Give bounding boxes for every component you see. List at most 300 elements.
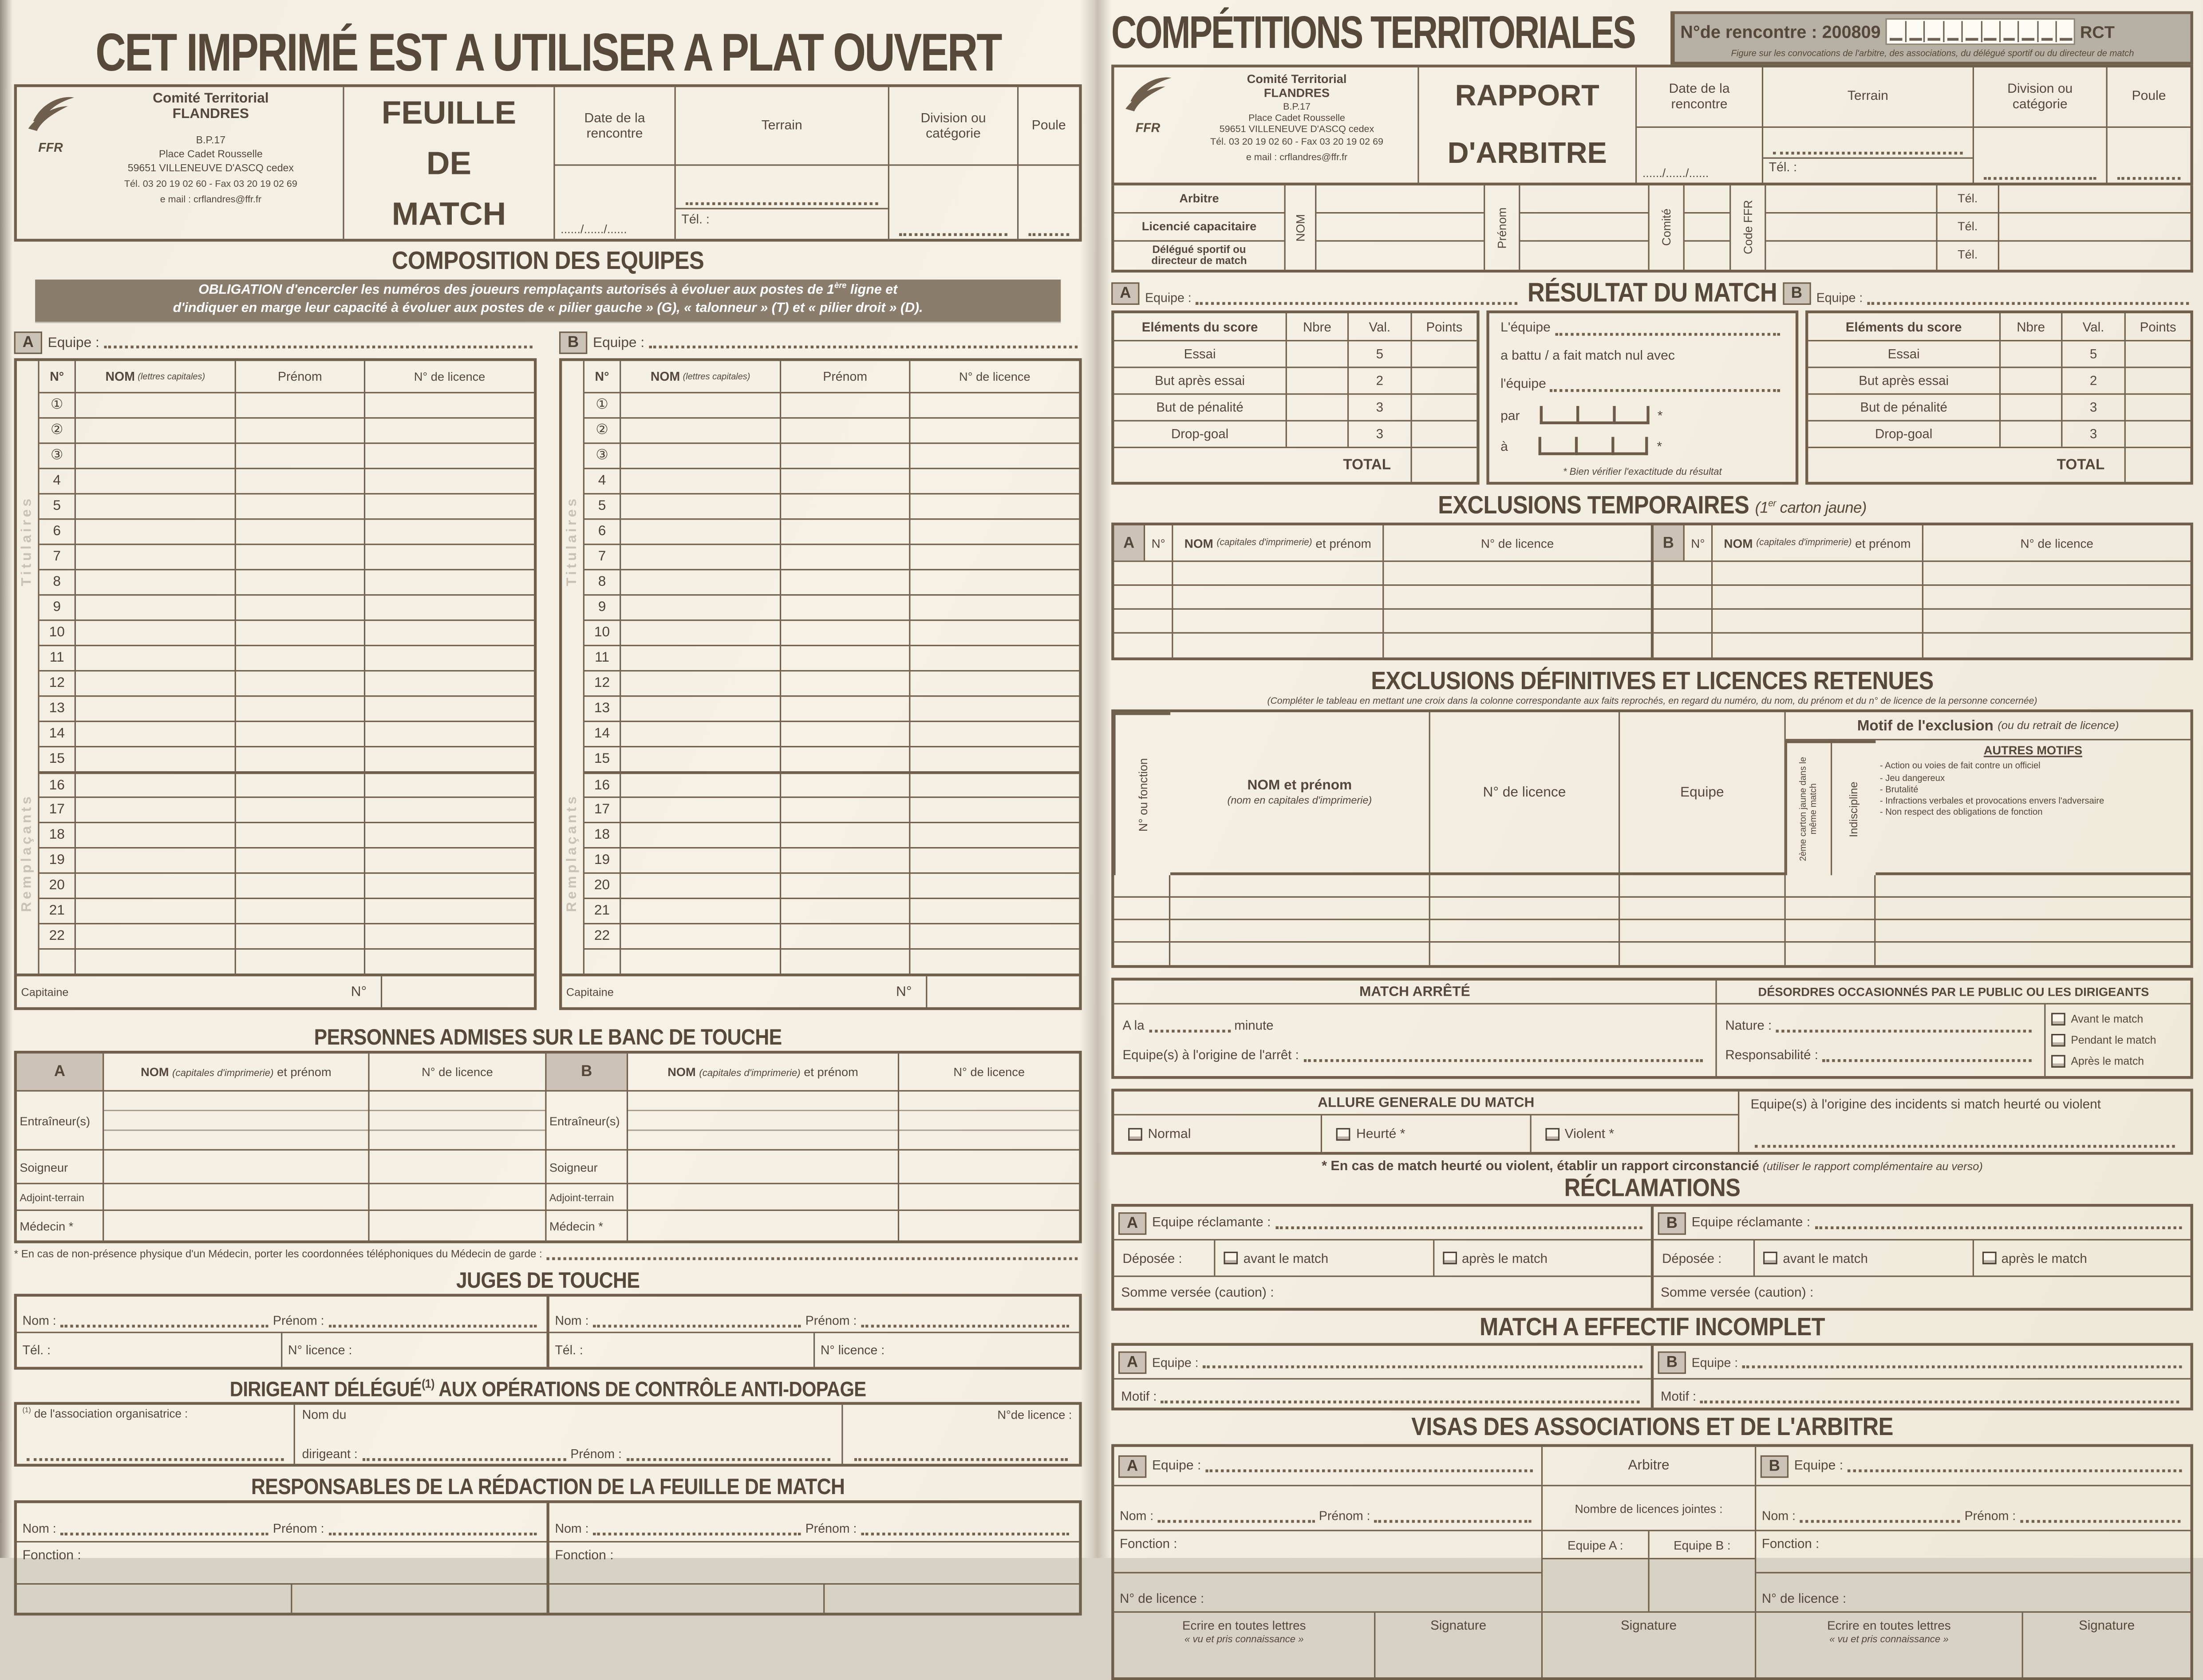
val-cell: 2 bbox=[2062, 368, 2125, 393]
antidoping-table: $^{(1)}$ de l'association organisatrice : Nom du dirigeant : Prénom : N°de licence : bbox=[14, 1403, 1082, 1467]
arbitre-col: Arbitre bbox=[1543, 1447, 1756, 1485]
licence-cell bbox=[365, 798, 534, 822]
player-row bbox=[584, 872, 1079, 898]
player-row bbox=[584, 797, 1079, 822]
terrain-tel: Tél. : bbox=[1763, 158, 1973, 183]
licence-cell bbox=[910, 595, 1079, 619]
player-row bbox=[584, 822, 1079, 847]
signature-b: Signature bbox=[2079, 1618, 2135, 1633]
team-a-badge: A bbox=[1118, 1212, 1146, 1234]
dotted-entry-line bbox=[1275, 1217, 1642, 1228]
redaction-title: RESPONSABLES DE LA RÉDACTION DE LA FEUILLE DE MATCH bbox=[251, 1474, 845, 1500]
col-comite: Comité bbox=[1659, 209, 1674, 246]
terrain-entry bbox=[676, 166, 888, 208]
match-stopped: MATCH ARRÊTÉ A la minute Equipe(s) à l'origine de l'arrêt : bbox=[1114, 981, 1717, 1076]
score-row bbox=[1808, 341, 2190, 368]
team-b-badge: B bbox=[1761, 1455, 1788, 1477]
dotted-entry-line bbox=[1196, 294, 1518, 305]
player-row bbox=[39, 923, 534, 948]
licence-cell bbox=[910, 722, 1079, 746]
score-row bbox=[1114, 422, 1477, 448]
motif-header: Motif de l'exclusion (ou du retrait de licence) bbox=[1786, 712, 2191, 740]
licence-cell bbox=[910, 469, 1079, 493]
player-number: 10 bbox=[584, 621, 621, 645]
org-address: Comité Territorial FLANDRES B.P.17 Place Cadet Rousselle 59651 VILLENEUVE D'ASCQ cedex Tél. 03 20 19 02 60 - Fax 03 20 19 02 69 e mail : crflandres@ffr.fr bbox=[1210, 71, 1384, 163]
role-label: Entraîneur(s) bbox=[17, 1090, 104, 1149]
claims-title: RÉCLAMATIONS bbox=[1564, 1175, 1741, 1203]
claims-a: A Equipe réclamante : Déposée : avant le match après le match Somme versée (caution) : bbox=[1114, 1207, 1650, 1308]
temp-exclusions-b: B N° NOM (capitales d'imprimerie) et prénom N° de licence bbox=[1651, 525, 2191, 658]
dotted-entry-line bbox=[593, 1317, 801, 1328]
result-title: RÉSULTAT DU MATCH bbox=[1527, 278, 1777, 308]
col-poule: Poule bbox=[1017, 87, 1079, 239]
name-cell bbox=[76, 520, 236, 544]
name-cell bbox=[621, 571, 781, 595]
team-b-badge: B bbox=[1658, 1212, 1686, 1234]
team-b-badge: B bbox=[1783, 282, 1811, 305]
dotted-entry-line bbox=[1161, 1392, 1640, 1403]
name-cell bbox=[76, 722, 236, 746]
points-cell bbox=[2126, 422, 2191, 447]
terrain-tel: Tél. : bbox=[676, 208, 888, 239]
score-row bbox=[1114, 341, 1477, 368]
licence-cell bbox=[365, 520, 534, 544]
player-row bbox=[39, 417, 534, 442]
player-number: 11 bbox=[39, 646, 76, 670]
name-cell bbox=[621, 394, 781, 418]
player-number: 5 bbox=[584, 495, 621, 519]
score-table-b: Eléments du score Nbre Val. Points Essai 5 But après essai 2 But de pénalité 3 Drop-goal 3 TOTAL bbox=[1805, 311, 2193, 485]
points-cell bbox=[2126, 341, 2191, 367]
player-row bbox=[584, 392, 1079, 417]
verify-note: * Bien vérifier l'exactitude du résultat bbox=[1563, 468, 1722, 478]
player-row bbox=[39, 645, 534, 670]
dotted-entry-line bbox=[1867, 294, 2189, 305]
dotted-entry-line bbox=[1848, 1460, 2182, 1471]
redaction-a: Nom : Prénom : Fonction : bbox=[17, 1504, 547, 1613]
player-number: 22 bbox=[39, 924, 76, 948]
judge-1: Nom : Prénom : Tél. : N° licence : bbox=[17, 1297, 547, 1367]
spare-row bbox=[39, 948, 534, 974]
visas-title: VISAS DES ASSOCIATIONS ET DE L'ARBITRE bbox=[1411, 1414, 1893, 1441]
col-equipe: Equipe bbox=[1620, 712, 1786, 875]
col-date: Date de la rencontre ....../....../...... bbox=[553, 87, 674, 239]
tel-label: Tél. bbox=[1938, 213, 1998, 241]
firstname-cell bbox=[781, 545, 910, 569]
match-number-note: Figure sur les convocations de l'arbitre, des associations, du délégué sportif ou du directeur de match bbox=[1731, 49, 2134, 59]
licence-cell bbox=[365, 671, 534, 695]
firstname-cell bbox=[781, 823, 910, 847]
terrain-entry bbox=[1763, 127, 1973, 158]
dotted-entry-line bbox=[1815, 1217, 2182, 1228]
firstname-cell bbox=[781, 646, 910, 670]
player-row bbox=[39, 468, 534, 493]
licence-cell bbox=[365, 747, 534, 771]
name-cell bbox=[76, 798, 236, 822]
team-b-players bbox=[584, 392, 1079, 948]
licence-cell bbox=[365, 924, 534, 948]
signature-arbitre: Signature bbox=[1543, 1613, 1756, 1677]
tel-label: Tél. bbox=[1938, 185, 1998, 213]
name-cell bbox=[621, 848, 781, 872]
name-cell bbox=[76, 899, 236, 923]
score-element: But après essai bbox=[1808, 368, 2001, 393]
header-table bbox=[1111, 65, 2193, 185]
name-cell bbox=[621, 697, 781, 721]
handwritten-ack-b: Ecrire en toutes lettres « vu et pris connaissance » bbox=[1756, 1613, 2023, 1677]
firstname-cell bbox=[236, 469, 365, 493]
val-cell: 3 bbox=[1349, 422, 1412, 447]
dotted-entry-line bbox=[2117, 169, 2180, 180]
licence-cell bbox=[910, 899, 1079, 923]
captain-row: Capitaine N° bbox=[562, 974, 1079, 1007]
team-b-table bbox=[559, 358, 1082, 1010]
org-addr3: 59651 VILLENEUVE D'ASCQ cedex bbox=[127, 162, 294, 174]
org-tel: Tél. 03 20 19 02 60 - Fax 03 20 19 02 69 bbox=[124, 180, 297, 190]
checkbox-avant bbox=[1224, 1252, 1238, 1264]
org-addr1: B.P.17 bbox=[196, 133, 226, 146]
licence-cell bbox=[365, 621, 534, 645]
team-b-name-row: B Equipe : bbox=[559, 329, 1082, 357]
licence-cell bbox=[365, 394, 534, 418]
licence-cell bbox=[910, 924, 1079, 948]
player-number: 11 bbox=[584, 646, 621, 670]
player-row bbox=[39, 442, 534, 468]
match-number-cells bbox=[1885, 18, 2076, 45]
competitions-title: COMPÉTITIONS TERRITORIALES bbox=[1111, 6, 1635, 59]
player-number: 4 bbox=[584, 469, 621, 493]
dotted-entry-line bbox=[899, 225, 1007, 236]
dotted-entry-line bbox=[1742, 1357, 2182, 1368]
firstname-cell bbox=[781, 774, 910, 797]
licence-cell bbox=[365, 848, 534, 872]
autre-motif-item: - Infractions verbales et provocations envers l'adversaire bbox=[1879, 797, 2104, 807]
player-number: 12 bbox=[584, 671, 621, 695]
player-row bbox=[39, 872, 534, 898]
name-cell bbox=[76, 419, 236, 443]
bench-a-badge: A bbox=[17, 1054, 104, 1090]
val-cell: 5 bbox=[2062, 341, 2125, 367]
date-entry: ....../....../...... bbox=[1642, 166, 1709, 180]
name-cell bbox=[621, 823, 781, 847]
bench-table: A NOM (capitales d'imprimerie) et prénom N° de licence B NOM (capitales d'imprimerie) et prénom N° de licence Entraîneur(s) Entraîneur(s) Soigneur Soigneur Adjoint-terrain Adjoint-terrain Médecin * Médecin * bbox=[14, 1051, 1082, 1243]
col-division: Division ou catégorie bbox=[888, 87, 1017, 239]
licence-cell bbox=[910, 495, 1079, 519]
team-a-badge: A bbox=[1118, 1455, 1146, 1477]
licence-cell bbox=[365, 823, 534, 847]
licence-cell bbox=[910, 671, 1079, 695]
player-number: 18 bbox=[584, 823, 621, 847]
player-row bbox=[39, 822, 534, 847]
player-row bbox=[39, 797, 534, 822]
dotted-entry-line bbox=[861, 1317, 1069, 1328]
player-row bbox=[584, 544, 1079, 569]
name-cell bbox=[76, 394, 236, 418]
firstname-cell bbox=[781, 595, 910, 619]
temporary-exclusions-table bbox=[1111, 523, 2193, 660]
team-b-badge: B bbox=[1658, 1351, 1686, 1373]
official-row-arbitre: Arbitre bbox=[1114, 185, 1284, 213]
name-cell bbox=[76, 924, 236, 948]
doctor-footnote: * En cas de non-présence physique d'un Médecin, porter les coordonnées téléphoniques du Médecin de garde : bbox=[14, 1247, 1082, 1260]
firstname-cell bbox=[781, 621, 910, 645]
licence-cell bbox=[365, 722, 534, 746]
licence-cell bbox=[365, 495, 534, 519]
dotted-entry-line bbox=[861, 1525, 1069, 1536]
disorders: DÉSORDRES OCCASIONNÉS PAR LE PUBLIC OU LES DIRIGEANTS Nature : Responsabilité : Avant le match Pendant le match Après le match bbox=[1717, 981, 2190, 1076]
player-number: 22 bbox=[584, 924, 621, 948]
firstname-cell bbox=[236, 571, 365, 595]
score-row bbox=[1808, 368, 2190, 394]
licence-cell bbox=[365, 646, 534, 670]
player-number: 8 bbox=[39, 571, 76, 595]
player-number: 6 bbox=[584, 520, 621, 544]
dotted-entry-line bbox=[1550, 381, 1780, 392]
firstname-cell bbox=[781, 520, 910, 544]
officials-table bbox=[1111, 185, 2193, 272]
player-number: 16 bbox=[584, 774, 621, 797]
org-name-line1: Comité Territorial bbox=[153, 91, 269, 107]
player-number: 13 bbox=[584, 697, 621, 721]
player-number: 17 bbox=[39, 798, 76, 822]
player-row bbox=[584, 695, 1079, 721]
redaction-b: Nom : Prénom : Fonction : bbox=[546, 1504, 1079, 1613]
dotted-entry-line bbox=[1374, 1511, 1532, 1522]
checkbox-avant bbox=[1763, 1252, 1777, 1264]
dotted-entry-line bbox=[1984, 169, 2096, 180]
firstname-cell bbox=[781, 469, 910, 493]
dotted-entry-line bbox=[1303, 1051, 1702, 1062]
points-cell bbox=[1412, 395, 1477, 420]
division-entry bbox=[1974, 127, 2106, 183]
firstname-cell bbox=[781, 899, 910, 923]
player-row bbox=[39, 594, 534, 619]
points-cell bbox=[1412, 368, 1477, 393]
antidoping-title: DIRIGEANT DÉLÉGUÉ$^{(1)}$ AUX OPÉRATIONS DE CONTRÔLE ANTI-DOPAGE bbox=[229, 1376, 866, 1401]
firstname-cell bbox=[236, 671, 365, 695]
team-rosters bbox=[14, 329, 1082, 1010]
definitive-exclusions-note: (Compléter le tableau en mettant une croix dans la colonne correspondante aux faits reprochés, en regard du numéro, du nom, du prénom et du n° de licence de la personne concernée) bbox=[1267, 697, 2037, 707]
player-row bbox=[39, 721, 534, 746]
incomplete-a: A Equipe : Motif : bbox=[1114, 1346, 1650, 1408]
dotted-entry-line bbox=[103, 337, 533, 348]
dotted-entry-line bbox=[626, 1451, 830, 1462]
temp-exclusions-a: A N° NOM (capitales d'imprimerie) et prénom N° de licence bbox=[1114, 525, 1650, 658]
result-area bbox=[1111, 311, 2193, 485]
firstname-cell bbox=[236, 646, 365, 670]
checkbox-violent bbox=[1545, 1128, 1559, 1140]
autre-motif-item: - Action ou voies de fait contre un officiel bbox=[1879, 761, 2041, 772]
judge-2: Nom : Prénom : Tél. : N° licence : bbox=[546, 1297, 1079, 1367]
page-fold bbox=[1081, 0, 1112, 1558]
name-cell bbox=[76, 848, 236, 872]
player-number: 6 bbox=[39, 520, 76, 544]
score-element: Drop-goal bbox=[1114, 422, 1287, 447]
col-division: Division ou catégorie bbox=[1973, 67, 2106, 183]
firstname-cell bbox=[781, 798, 910, 822]
player-row bbox=[584, 670, 1079, 695]
score-element: Essai bbox=[1808, 341, 2001, 367]
player-number: 5 bbox=[39, 495, 76, 519]
licence-cell bbox=[910, 621, 1079, 645]
dotted-entry-line bbox=[1205, 1460, 1533, 1471]
obligation-banner: OBLIGATION d'encercler les numéros des joueurs remplaçants autorisés à évoluer aux postes de 1ère ligne et d'indiquer en marge leur capacité à évoluer aux postes de « pilier gauche » (G), « talonneur » (T) et « pilier droit » (D). bbox=[36, 280, 1061, 322]
player-row bbox=[39, 544, 534, 569]
team-a-name-row: A Equipe : bbox=[14, 329, 537, 357]
dotted-entry-line bbox=[1755, 1136, 2175, 1148]
nbre-cell bbox=[1287, 341, 1349, 367]
touch-judges-table bbox=[14, 1294, 1082, 1370]
col-code-ffr: Code FFR bbox=[1741, 200, 1755, 255]
dotted-entry-line bbox=[60, 1317, 268, 1328]
firstname-cell bbox=[236, 495, 365, 519]
autre-motif-item: - Jeu dangereux bbox=[1879, 773, 1945, 783]
player-number: 4 bbox=[39, 469, 76, 493]
official-row-capacitaire: Licencié capacitaire bbox=[1114, 213, 1284, 241]
handwritten-ack-a: Ecrire en toutes lettres « vu et pris connaissance » bbox=[1114, 1613, 1375, 1677]
autre-motif-item: - Non respect des obligations de fonction bbox=[1879, 808, 2043, 819]
name-cell bbox=[76, 495, 236, 519]
firstname-cell bbox=[781, 697, 910, 721]
licence-cell bbox=[910, 520, 1079, 544]
role-label: Adjoint-terrain bbox=[546, 1183, 628, 1210]
player-number: 14 bbox=[39, 722, 76, 746]
score-element: But de pénalité bbox=[1808, 395, 2001, 420]
checkbox-pendant-match bbox=[2051, 1034, 2065, 1046]
total-label: TOTAL bbox=[1808, 448, 2125, 482]
player-row bbox=[39, 518, 534, 544]
licence-cell bbox=[365, 697, 534, 721]
team-b-block bbox=[559, 329, 1082, 1010]
firstname-cell bbox=[236, 520, 365, 544]
licence-cell bbox=[910, 571, 1079, 595]
form-title: FEUILLE DE MATCH bbox=[343, 87, 553, 239]
claims-b: B Equipe réclamante : Déposée : avant le match après le match Somme versée (caution) : bbox=[1651, 1207, 2191, 1308]
poule-entry bbox=[1019, 166, 1079, 239]
firstname-cell bbox=[236, 621, 365, 645]
col-indiscipline: Indiscipline bbox=[1831, 740, 1875, 875]
player-row bbox=[584, 721, 1079, 746]
dotted-entry-line bbox=[649, 337, 1078, 348]
starters-label: Titulaires bbox=[565, 496, 580, 587]
name-cell bbox=[621, 924, 781, 948]
name-cell bbox=[76, 595, 236, 619]
licence-cell bbox=[910, 774, 1079, 797]
firstname-cell bbox=[781, 722, 910, 746]
scan-edge-shadow bbox=[0, 0, 12, 1558]
org-name-line2: FLANDRES bbox=[172, 106, 249, 122]
nbre-cell bbox=[1287, 395, 1349, 420]
player-number: ① bbox=[39, 394, 76, 418]
name-cell bbox=[621, 874, 781, 898]
player-row bbox=[584, 442, 1079, 468]
dotted-entry-line bbox=[1776, 1021, 2032, 1032]
substitutes-label: Remplaçants bbox=[565, 793, 580, 912]
team-a-badge: A bbox=[1111, 282, 1139, 305]
col-autres-motifs: AUTRES MOTIFS - Action ou voies de fait contre un officiel - Jeu dangereux - Brutalité - Infractions verbales et provocations envers l'adversaire - Non respect des obligations de fonction bbox=[1875, 740, 2190, 875]
licence-cell bbox=[365, 571, 534, 595]
player-number: ③ bbox=[39, 444, 76, 468]
firstname-cell bbox=[781, 671, 910, 695]
name-cell bbox=[76, 774, 236, 797]
name-cell bbox=[621, 621, 781, 645]
val-cell: 5 bbox=[1349, 341, 1412, 367]
form-title: RAPPORT D'ARBITRE bbox=[1417, 67, 1635, 183]
page-feuille-de-match bbox=[14, 0, 1082, 1564]
ffr-logo bbox=[1117, 71, 1179, 134]
team-a-header: N° NOM (lettres capitales) Prénom N° de licence bbox=[39, 361, 534, 392]
licence-cell bbox=[365, 419, 534, 443]
nbre-cell bbox=[2001, 341, 2062, 367]
dotted-entry-line bbox=[686, 194, 878, 205]
name-cell bbox=[76, 545, 236, 569]
firstname-cell bbox=[236, 823, 365, 847]
result-title-row: A Equipe : RÉSULTAT DU MATCH B Equipe : bbox=[1111, 280, 2193, 308]
org-address bbox=[82, 91, 340, 205]
name-cell bbox=[76, 823, 236, 847]
player-number: 9 bbox=[584, 595, 621, 619]
player-number: ② bbox=[584, 419, 621, 443]
name-cell bbox=[621, 595, 781, 619]
name-cell bbox=[621, 520, 781, 544]
team-b-header: N° NOM (lettres capitales) Prénom N° de licence bbox=[584, 361, 1079, 392]
points-cell bbox=[1412, 341, 1477, 367]
dotted-entry-line bbox=[1028, 225, 1069, 236]
player-row bbox=[584, 619, 1079, 645]
dotted-entry-line bbox=[1158, 1511, 1315, 1522]
role-label: Adjoint-terrain bbox=[17, 1183, 104, 1210]
firstname-cell bbox=[781, 419, 910, 443]
player-row bbox=[584, 493, 1079, 518]
licence-cell bbox=[910, 823, 1079, 847]
org-block bbox=[1114, 67, 1417, 183]
claims-table bbox=[1111, 1204, 2193, 1311]
dotted-entry-line bbox=[1149, 1021, 1230, 1032]
match-stopped-section bbox=[1111, 978, 2193, 1079]
name-cell bbox=[76, 747, 236, 771]
licences-jointes: Nombre de licences jointes : bbox=[1543, 1486, 1756, 1530]
player-row bbox=[39, 847, 534, 872]
player-row bbox=[39, 771, 534, 797]
col-licence: N° de licence bbox=[1430, 712, 1620, 875]
nbre-cell bbox=[2001, 422, 2062, 447]
licence-cell bbox=[365, 469, 534, 493]
name-cell bbox=[76, 621, 236, 645]
team-a-badge: A bbox=[1118, 1351, 1146, 1373]
score-table-a: Eléments du score Nbre Val. Points Essai 5 But après essai 2 But de pénalité 3 Drop-goal 3 TOTAL bbox=[1111, 311, 1479, 485]
player-row bbox=[39, 493, 534, 518]
firstname-cell bbox=[781, 747, 910, 771]
licence-cell bbox=[365, 545, 534, 569]
captain-row: Capitaine N° bbox=[17, 974, 534, 1007]
player-number: 14 bbox=[584, 722, 621, 746]
incomplete-squad-table bbox=[1111, 1343, 2193, 1411]
name-cell bbox=[621, 419, 781, 443]
player-row bbox=[584, 417, 1079, 442]
dotted-entry-line bbox=[1555, 324, 1780, 335]
firstname-cell bbox=[781, 495, 910, 519]
checkbox-apres-match bbox=[2051, 1055, 2065, 1068]
dotted-entry-line bbox=[27, 1451, 284, 1462]
checkbox-heurte bbox=[1337, 1128, 1351, 1140]
team-a-badge: A bbox=[14, 331, 42, 354]
dotted-entry-line bbox=[1822, 1051, 2031, 1062]
rct-label: RCT bbox=[2080, 22, 2115, 42]
name-cell bbox=[621, 646, 781, 670]
col-date: Date de la rencontre ....../....../...... bbox=[1635, 67, 1762, 183]
licence-cell bbox=[365, 874, 534, 898]
player-row bbox=[584, 746, 1079, 771]
